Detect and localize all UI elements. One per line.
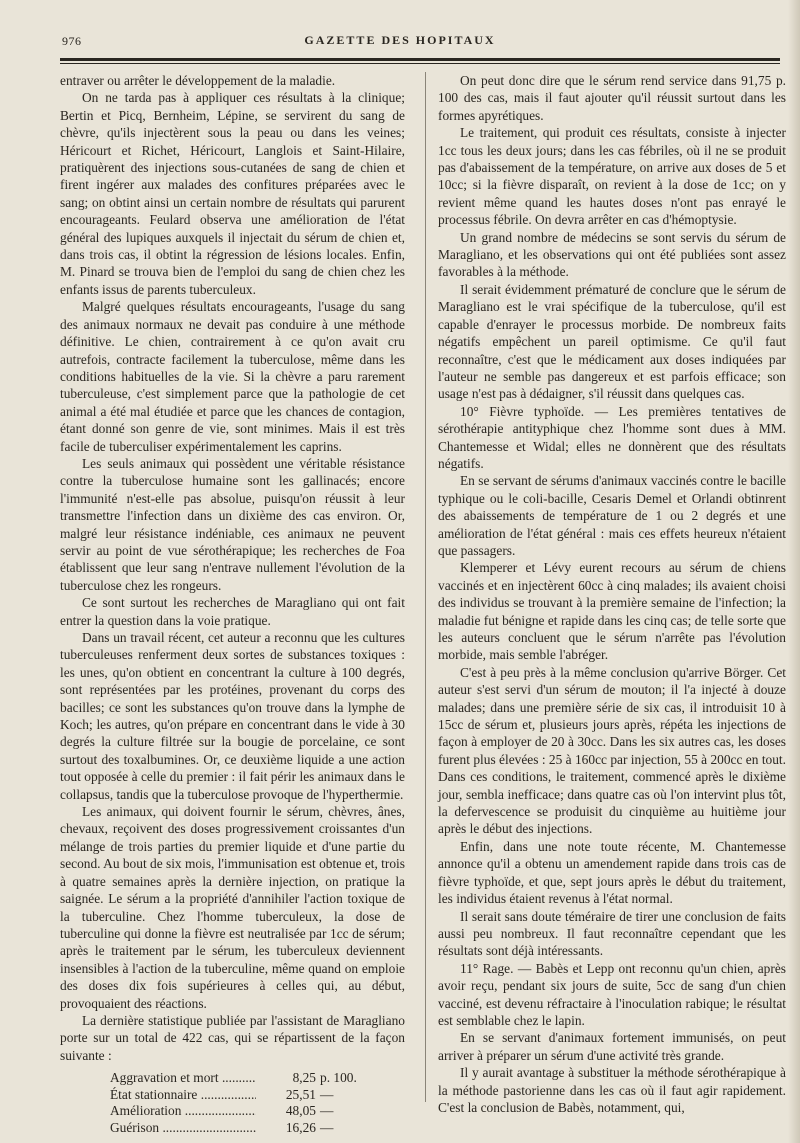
statistics-unit: — [320,1119,334,1135]
statistics-row [110,1103,370,1120]
paragraph: Klemperer et Lévy eurent recours au sérum de chiens vaccinés et en injectèrent 60cc à cinq malades; ils avaient choisi des individus se trouvant à la première semaine de l'infection; la maladie fut bénigne et rapide dans les cinq cas; de telle sorte que les auteurs concluent que le sérum n'arrête pas l'évolution morbide, mais semble l'abréger. [438,560,786,663]
paragraph: 11° Rage. — Babès et Lepp ont reconnu qu'un chien, après avoir reçu, pendant six jours de suite, 5cc de sang d'un chien vacciné, est devenu réfractaire à l'inoculation rabique; le résultat est semblable chez le lapin. [438,960,786,1028]
paragraph: Il serait sans doute téméraire de tirer une conclusion de faits aussi peu nombreux. Il faut reconnaître cependant que les résultats sont déjà intéressants. [438,908,786,959]
paragraph: Enfin, dans une note toute récente, M. Chantemesse annonce qu'il a obtenu un amendement rapide dans trois cas de fièvre typhoïde, et que, sept jours après le début du traitement, les individus étaient revenus à l'état normal. [438,838,786,907]
statistics-unit: — [320,1103,334,1119]
paragraph: Malgré quelques résultats encourageants, l'usage du sang des animaux normaux ne devait pas conduire à une méthode définitive. Le chien, contrairement à ce qu'on avait cru autrefois, contracte facilement la tuberculose, même dans les conditions habituelles de la vie. Si la chèvre a paru rarement tuberculeuse, c'est simplement parce que la pathologie de cet animal a été mal étudiée et parce que les chances de contagion, étant donné son genre de vie, sont minimes. Mais il est très facile de tuberculiser expérimentalement les caprins. [60,299,405,454]
column-divider [425,72,426,1102]
right-column [438,72,786,1116]
header-rule-thin [60,63,780,64]
statistics-row [110,1087,370,1104]
paragraph: Ce sont surtout les recherches de Maragliano qui ont fait entrer la question dans la voie pratique. [60,595,405,628]
page-edge [788,0,800,1143]
header-rule-thick [60,58,780,61]
paragraph: Les seuls animaux qui possèdent une véritable résistance contre la tuberculose humaine sont les gallinacés; encore l'immunité n'est-elle pas absolue, puisqu'on réussit à leur transmettre l'infection dans un dixième des cas environ. Or, malgré leur résistance indéniable, ces animaux ne peuvent servir au point de vue sérothérapique; les recherches de Foa établissent que leur sang n'entrave nullement l'évolution de la tuberculose chez les rongeurs. [60,455,405,593]
paragraph: En se servant de sérums d'animaux vaccinés contre le bacille typhique ou le coli-bacille, Cesaris Demel et Orlandi obtinrent des abaissements de température de 1 ou 2 degrés et une amélioration de l'état général : mais ces effets heureux n'étaient que passagers. [438,473,786,558]
statistics-table [110,1070,405,1136]
statistics-label: Amélioration ..... [110,1103,256,1120]
statistics-unit: p. 100. [320,1070,357,1086]
page-number: 976 [62,34,82,48]
statistics-row [110,1120,370,1137]
paragraph: Le traitement, qui produit ces résultats, consiste à injecter 1cc tous les deux jours; dans les cas fébriles, où il ne se produit pas d'abaissement de la température, on arrive aux doses de 5 et 10cc; si la fièvre disparaît, on revient à la dose de 1cc; on y revient même quand les hautes doses n'ont pas enrayé le processus fébrile. On devra arrêter en cas d'hémoptysie. [438,125,786,228]
statistics-value: 25,51 [285,1086,316,1102]
paragraph: Il serait évidemment prématuré de conclure que le sérum de Maragliano est le vrai spécifique de la tuberculose, qu'il est capable d'enrayer le processus morbide. De nombreux faits négatifs empêchent un pareil optimisme. Ce qu'il faut reconnaître, c'est que le médicament aux doses indiquées par l'auteur ne semble pas dangereux et est parfois efficace; son usage n'est pas à dédaigner, s'il réussit dans quelques cas. [438,281,786,402]
statistics-value: 16,26 [285,1119,316,1135]
paragraph: On ne tarda pas à appliquer ces résultats à la clinique; Bertin et Picq, Bernheim, Lépine, se servirent du sang de chèvre, qu'ils injectèrent sous la peau ou dans les veines; Héricourt et Richet, Héricourt, Langlois et Saint-Hilaire, pratiquèrent des injections sous-cutanées de sang de chien et firent ingérer aux malades des confitures préparées avec le sang; on obtint ainsi un certain nombre de résultats qui parurent encourageants. Feulard observa une amélioration de l'état général des lupiques auxquels il injectait du sérum de chien et, dans trois cas, il obtint la régression de lésions locales. Enfin, M. Pinard se trouva bien de l'emploi du sang de chien chez les enfants issus de parents tuberculeux. [60,90,405,297]
paragraph: 10° Fièvre typhoïde. — Les premières tentatives de sérothérapie antityphique chez l'homme sont dues à MM. Chantemesse et Widal; elles ne donnèrent que des résultats négatifs. [438,403,786,471]
statistics-label: État stationnaire ..... [110,1087,256,1104]
left-column [60,72,405,1136]
statistics-row [110,1070,370,1087]
running-title: GAZETTE DES HOPITAUX [304,33,496,47]
paragraph: Dans un travail récent, cet auteur a reconnu que les cultures tuberculeuses renferment deux sortes de substances toxiques : les unes, qu'on obtient en concentrant la culture à 100 degrés, sont représentées par les protéines, provenant du corps des bacilles; ce sont les substances qu'on trouve dans la lymphe de Koch; les autres, qu'on prépare en concentrant dans le vide à 30 degrés la culture filtrée sur la bougie de porcelaine, ce sont surtout des toxalbumines. Or, ce deuxième liquide a une action tout opposée à celle du premier : il fait périr les animaux dans le collapsus, tandis que la tuberculose provoque de l'hyperthermie. [60,630,405,802]
paragraph: La dernière statistique publiée par l'assistant de Maragliano porte sur un total de 422 cas, qui se répartissent de la façon suivante : [60,1012,405,1063]
statistics-unit: — [320,1086,334,1102]
paragraph: En se servant d'animaux fortement immunisés, on peut arriver à préparer un sérum d'une activité très grande. [438,1030,786,1063]
statistics-label: Guérison ..... [110,1120,256,1137]
statistics-value: 8,25 [292,1070,316,1086]
statistics-value: 48,05 [285,1103,316,1119]
paragraph: On peut donc dire que le sérum rend service dans 91,75 p. 100 des cas, mais il faut ajouter qu'il réussit surtout dans les formes apyrétiques. [438,73,786,123]
paragraph: entraver ou arrêter le développement de la maladie. [60,73,336,88]
paragraph: Les animaux, qui doivent fournir le sérum, chèvres, ânes, chevaux, reçoivent des doses progressivement croissantes d'un mélange de trois parties du premier liquide et d'une partie du second. Au bout de six mois, l'immunisation est obtenue et, trois à quatre semaines après la dernière injection, on pratique la saignée. Le sérum a la propriété d'annihiler l'action toxique de la tuberculine. Chez l'homme tuberculeux, la dose de tuberculine qui donne la fièvre est neutralisée par 1cc de sérum; après le traitement par le sérum, les tuberculeux deviennent insensibles à l'action de la tuberculine, même quand on emploie des doses dix fois supérieures à celles qui, au début, provoquaient des réactions. [60,804,405,1011]
paragraph: C'est à peu près à la même conclusion qu'arrive Börger. Cet auteur s'est servi d'un sérum de mouton; il l'a injecté à douze malades; dans une première série de six cas, il introduisit 10 à 15cc de sérum et, plusieurs jours après, répéta les injections de façon à employer de 20 à 30cc. Dans les six autres cas, les doses furent plus élevées : 25 à 160cc par injection, 55 à 200cc en tout. Dans ces conditions, le traitement, commencé après le dixième jour, sembla inefficace; dans quatre cas où l'on intervint plus tôt, la defervescence se produisit du cinquième au huitième jour après le début des injections. [438,664,786,837]
paragraph: Il y aurait avantage à substituer la méthode sérothérapique à la méthode pastorienne dans les cas où il faut agir rapidement. C'est la conclusion de Babès, notamment, qui, [438,1065,786,1115]
paragraph: Un grand nombre de médecins se sont servis du sérum de Maragliano, et les observations qui ont été publiées sont assez favorables à la méthode. [438,229,786,280]
statistics-label: Aggravation et mort ..... [110,1070,256,1087]
